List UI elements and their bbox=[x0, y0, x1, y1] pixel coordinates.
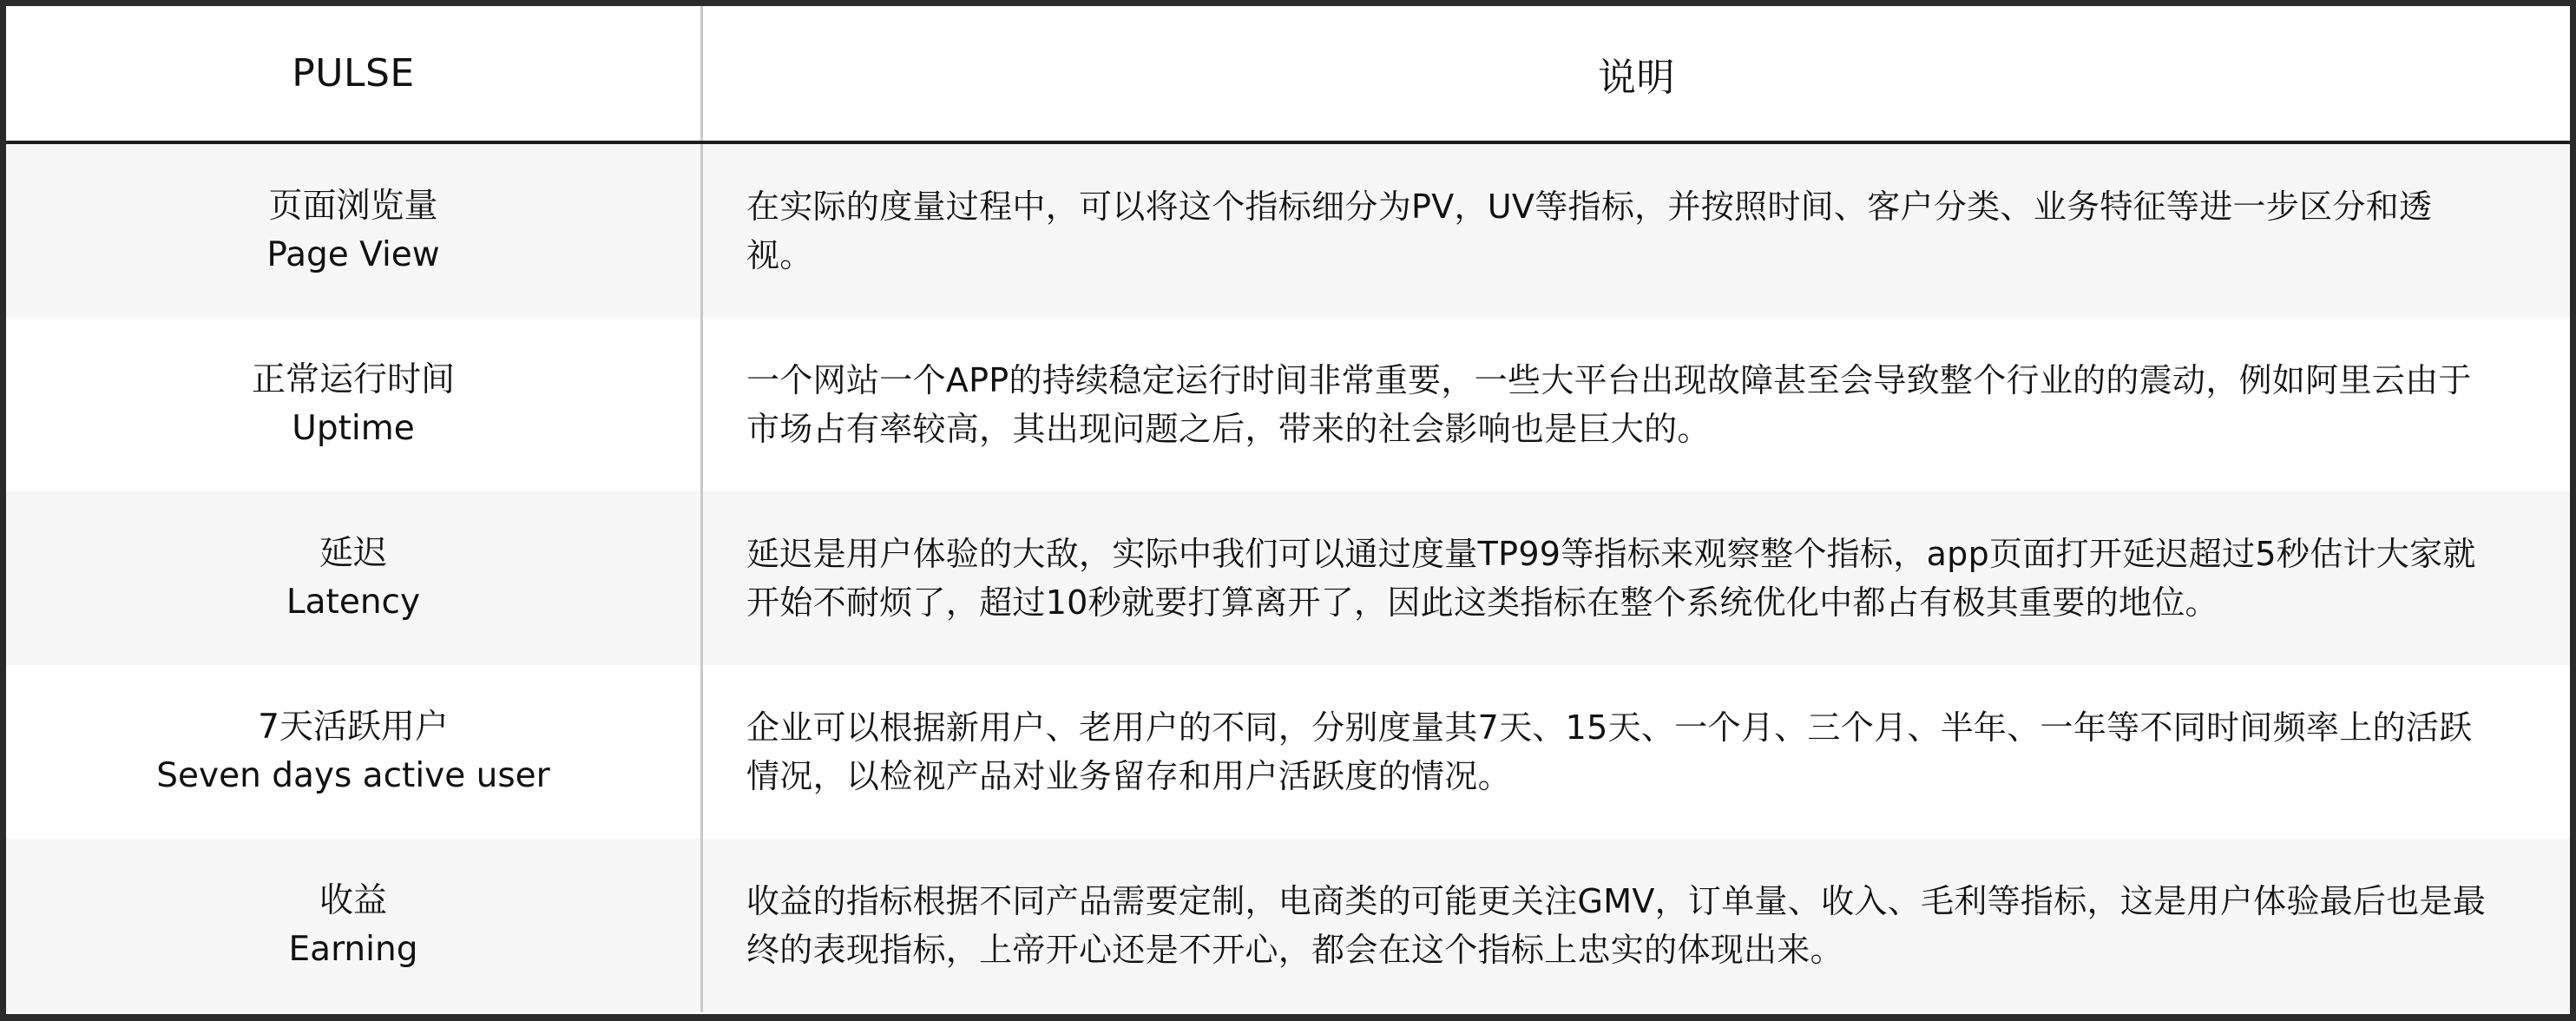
metric-name-cn: 页面浏览量 bbox=[268, 187, 438, 226]
metric-description: 一个网站一个APP的持续稳定运行时间非常重要，一些大平台出现故障甚至会导致整个行业的的震动，例如阿里云由于市场占有率较高，其出现问题之后，带来的社会影响也是巨大的。 bbox=[746, 361, 2472, 448]
description-cell bbox=[703, 491, 2570, 665]
metric-name-cn: 7天活跃用户 bbox=[258, 708, 449, 747]
metric-name-en: Uptime bbox=[292, 409, 415, 448]
metric-description: 延迟是用户体验的大敌，实际中我们可以通过度量TP99等指标来观察整个指标，app页面打开延迟超过5秒估计大家就开始不耐烦了，超过10秒就要打算离开了，因此这类指标在整个系统优化中都占有极其重要的地位。 bbox=[746, 535, 2476, 622]
metric-name-en: Earning bbox=[288, 930, 418, 969]
metric-name-en: Page View bbox=[266, 235, 440, 274]
metric-name-cn: 收益 bbox=[319, 881, 387, 920]
metric-name-cn: 延迟 bbox=[319, 534, 387, 573]
metric-description: 在实际的度量过程中，可以将这个指标细分为PV，UV等指标，并按照时间、客户分类、业务特征等进一步区分和透视。 bbox=[746, 188, 2433, 274]
description-cell bbox=[703, 839, 2570, 1012]
metric-description: 收益的指标根据不同产品需要定制，电商类的可能更关注GMV，订单量、收入、毛利等指标，这是用户体验最后也是最终的表现指标，上帝开心还是不开心，都会在这个指标上忠实的体现出来。 bbox=[746, 882, 2487, 969]
metric-name-en: Latency bbox=[286, 583, 421, 622]
description-cell bbox=[703, 665, 2570, 839]
header-pulse-label: PULSE bbox=[292, 51, 415, 96]
metric-cell bbox=[6, 144, 703, 318]
metric-name-en: Seven days active user bbox=[156, 756, 550, 795]
description-cell bbox=[703, 318, 2570, 491]
header-cell-pulse bbox=[6, 6, 703, 141]
metric-cell bbox=[6, 665, 703, 839]
table-row bbox=[6, 144, 2570, 318]
table-row bbox=[6, 665, 2570, 839]
metric-description: 企业可以根据新用户、老用户的不同，分别度量其7天、15天、一个月、三个月、半年、一年等不同时间频率上的活跃情况，以检视产品对业务留存和用户活跃度的情况。 bbox=[746, 708, 2473, 795]
metric-cell bbox=[6, 318, 703, 491]
metric-cell bbox=[6, 839, 703, 1012]
table-header-row bbox=[6, 6, 2570, 144]
pulse-table bbox=[6, 6, 2570, 1014]
table-row bbox=[6, 839, 2570, 1012]
description-cell bbox=[703, 144, 2570, 318]
metric-name-cn: 正常运行时间 bbox=[251, 360, 455, 399]
table-row bbox=[6, 491, 2570, 665]
header-description-label: 说明 bbox=[1598, 55, 1675, 100]
metric-cell bbox=[6, 491, 703, 665]
table-row bbox=[6, 318, 2570, 491]
header-cell-description bbox=[703, 6, 2570, 141]
